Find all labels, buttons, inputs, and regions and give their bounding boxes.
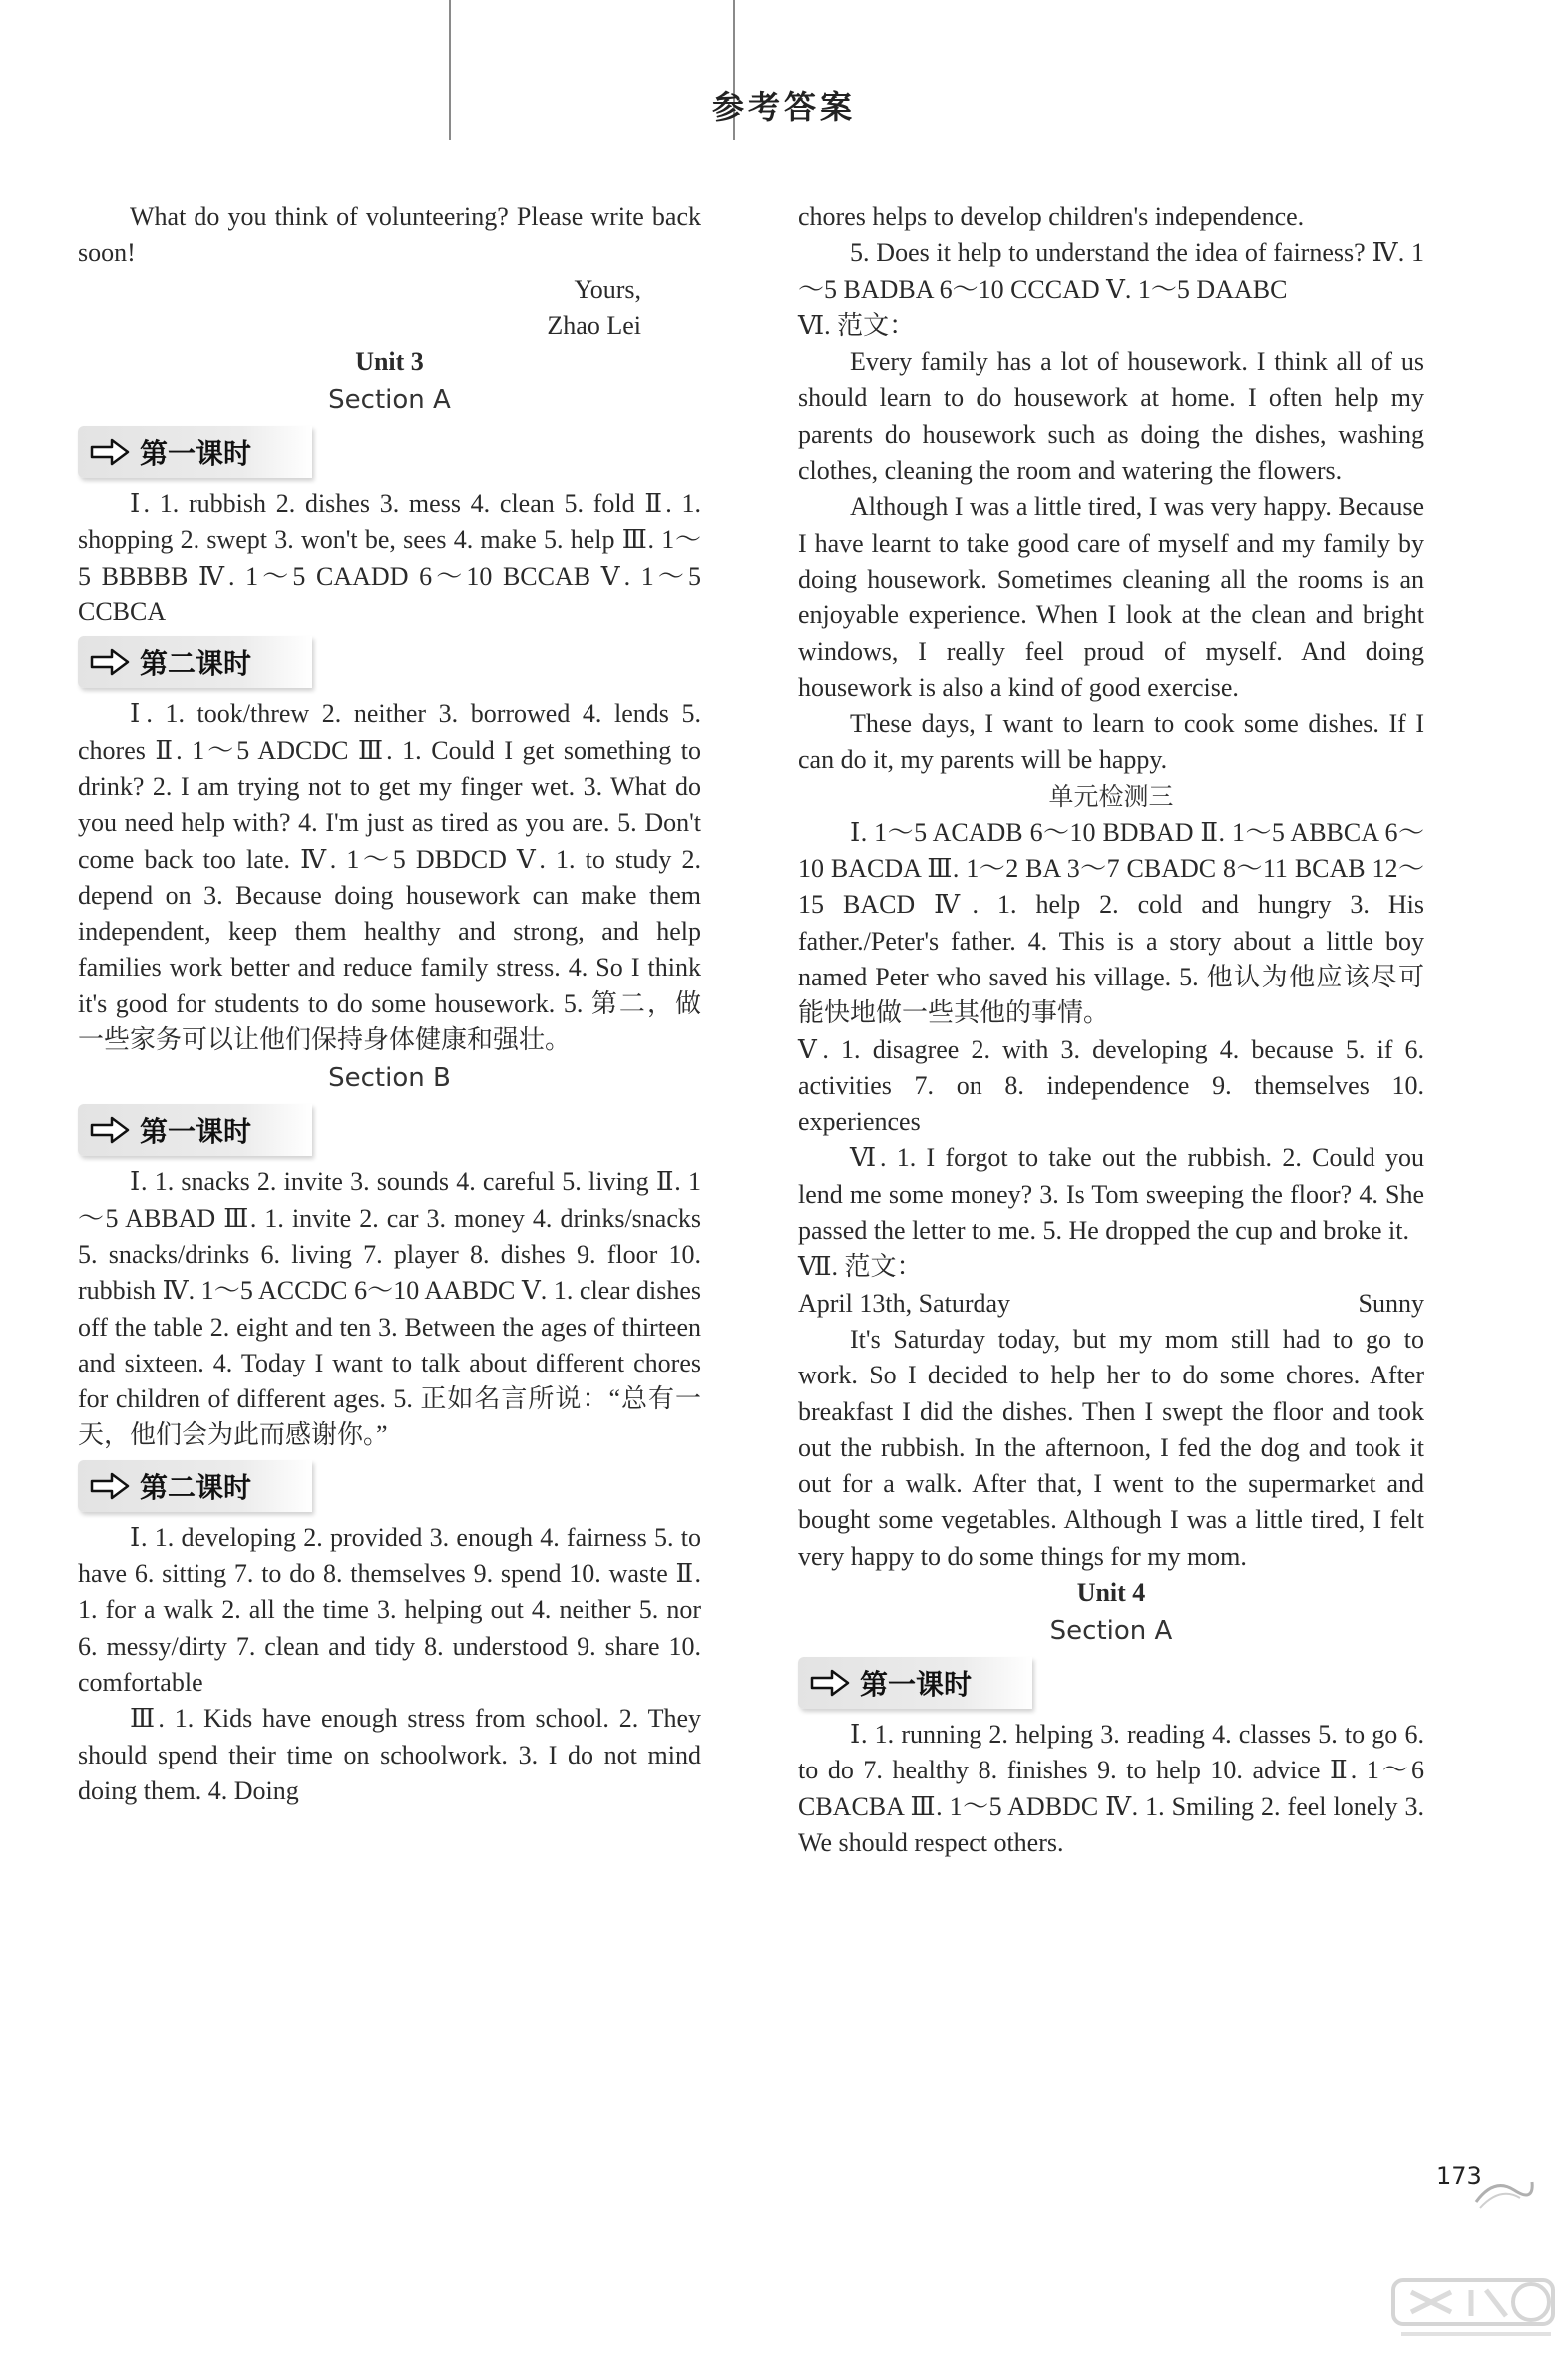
section-heading: Section A — [328, 385, 451, 416]
answer-paragraph: Ⅰ. 1. running 2. helping 3. reading 4. classes 5. to go 6. to do 7. healthy 8. finishes 9. to help 10. advice Ⅱ. 1～6 CBACBA Ⅲ. 1～5 ADBDC Ⅳ. 1. Smiling 2. feel lonely 3. We should respect others. — [798, 1719, 1424, 1857]
answer-paragraph: Ⅵ. 1. I forgot to take out the rubbish. 2. Could you lend me some money? 3. Is Tom sweeping the floor? 4. She passed the letter to me. 5. He dropped the cup and broke it. — [798, 1143, 1424, 1246]
answer-paragraph: These days, I want to learn to cook some dishes. If I can do it, my parents will be happy. — [798, 709, 1424, 775]
lesson-heading-label: 第一课时 — [860, 1667, 973, 1701]
answer-paragraph: Ⅵ. 范文： — [798, 310, 916, 340]
watermark-logo — [1391, 2272, 1561, 2347]
arrow-right-icon — [90, 648, 130, 676]
unit-heading: Unit 3 — [355, 347, 424, 377]
answer-paragraph: Although I was a little tired, I was very happy. Because I have learnt to take good care of myself and my family by doing housework. Sometimes cleaning all the rooms is an enjoyable experience. When I look at the clean and bright windows, I really feel proud of myself. And doing housework is also a kind of good exercise. — [798, 492, 1424, 702]
answer-paragraph: Ⅰ. 1. rubbish 2. dishes 3. mess 4. clean 5. fold Ⅱ. 1. shopping 2. swept 3. won't be, sees 4. make 5. help Ⅲ. 1～5 BBBBB Ⅳ. 1～5 CAADD 6～10 BCCAB Ⅴ. 1～5 CCBCA — [78, 489, 701, 627]
lesson-heading-label: 第二课时 — [140, 647, 252, 681]
answer-paragraph: Ⅰ. 1. developing 2. provided 3. enough 4. fairness 5. to have 6. sitting 7. to do 8. themselves 9. spend 10. waste Ⅱ. 1. for a walk 2. all the time 3. helping out 4. neither 5. nor 6. messy/dirty 7. clean and tidy 8. understood 9. share 10. comfortable — [78, 1522, 701, 1697]
answer-paragraph: Yours, — [574, 274, 641, 304]
lesson-heading — [78, 636, 312, 688]
lesson-heading — [798, 1657, 1032, 1709]
unit-heading: Unit 4 — [1076, 1577, 1146, 1607]
answer-paragraph: Ⅴ. 1. disagree 2. with 3. developing 4. because 5. if 6. activities 7. on 8. independence 9. themselves 10. experiences — [798, 1034, 1424, 1137]
page-number: 173 — [1436, 2162, 1482, 2190]
diary-weather: Sunny — [1358, 1288, 1424, 1318]
lesson-heading-label: 第二课时 — [140, 1470, 252, 1504]
section-heading: Section B — [328, 1063, 451, 1094]
lesson-heading-label: 第一课时 — [140, 437, 252, 471]
answer-paragraph: Ⅲ. 1. Kids have enough stress from school. 2. They should spend their time on schoolwork. 3. I do not mind doing them. 4. Doing — [78, 1704, 701, 1805]
lesson-heading — [78, 1460, 312, 1512]
answer-paragraph: 5. Does it help to understand the idea of fairness? Ⅳ. 1～5 BADBA 6～10 CCCAD Ⅴ. 1～5 DAABC — [798, 238, 1424, 304]
right-column — [798, 199, 1424, 1861]
lesson-heading-label: 第一课时 — [140, 1115, 252, 1149]
arrow-right-icon — [90, 1116, 130, 1144]
page-header-title: 参考答案 — [711, 88, 856, 126]
page-number-swirl-icon — [1474, 2172, 1534, 2212]
left-column — [78, 199, 701, 1809]
answer-paragraph: Every family has a lot of housework. I think all of us should learn to do housework at home. I often help my parents do housework such as doing the dishes, washing clothes, cleaning the room and watering the flowers. — [798, 347, 1424, 486]
answer-paragraph: What do you think of volunteering? Please write back soon! — [78, 202, 701, 268]
arrow-right-icon — [810, 1669, 850, 1697]
section-heading: Section A — [1049, 1615, 1173, 1646]
lesson-heading — [78, 1104, 312, 1156]
answer-paragraph: Zhao Lei — [547, 310, 641, 340]
subsection-heading: 单元检测三 — [1048, 781, 1174, 811]
answer-paragraph: Ⅶ. 范文： — [798, 1252, 923, 1282]
answer-paragraph: Ⅰ. 1. took/threw 2. neither 3. borrowed 4. lends 5. chores Ⅱ. 1～5 ADCDC Ⅲ. 1. Could I get something to drink? 2. I am trying not to get my finger wet. 3. What do you need help with? 4. I'm just as tired as you are. 5. Don't come back too late. Ⅳ. 1～5 DBDCD Ⅴ. 1. to study 2. depend on 3. Because doing housework can make them independent, keep them healthy and strong, and help families work better and reduce family stress. 4. So I think it's good for students to do some housework. 5. 第二，做一些家务可以让他们保持身体健康和强壮。 — [78, 699, 701, 1055]
answer-paragraph: Ⅰ. 1～5 ACADB 6～10 BDBAD Ⅱ. 1～5 ABBCA 6～10 BACDA Ⅲ. 1～2 BA 3～7 CBADC 8～11 BCAB 12～15 BACD Ⅳ. 1. help 2. cold and hungry 3. His father./Peter's father. 4. This is a story about a little boy named Peter who saved his village. 5. 他认为他应该尽可能快地做一些其他的事情。 — [798, 817, 1424, 1028]
answer-paragraph: It's Saturday today, but my mom still had to go to work. So I decided to help her to do some chores. After breakfast I did the dishes. Then I swept the floor and took out the rubbish. In the afternoon, I fed the dog and took it out for a walk. After that, I went to the supermarket and bought some vegetables. Although I was a little tired, I felt very happy to do some things for my mom. — [798, 1324, 1424, 1571]
diary-dateline — [798, 1286, 1424, 1322]
answer-paragraph: chores helps to develop children's independence. — [798, 202, 1305, 231]
lesson-heading — [78, 426, 312, 478]
answer-paragraph: Ⅰ. 1. snacks 2. invite 3. sounds 4. careful 5. living Ⅱ. 1～5 ABBAD Ⅲ. 1. invite 2. car 3. money 4. drinks/snacks 5. snacks/drinks 6. living 7. player 8. dishes 9. floor 10. rubbish Ⅳ. 1～5 ACCDC 6～10 AABDC Ⅴ. 1. clear dishes off the table 2. eight and ten 3. Between the ages of thirteen and sixteen. 4. Today I want to talk about different chores for children of different ages. 5. 正如名言所说：“总有一天，他们会为此而感谢你。” — [78, 1167, 701, 1450]
arrow-right-icon — [90, 1472, 130, 1500]
diary-date: April 13th, Saturday — [798, 1288, 1011, 1318]
arrow-right-icon — [90, 438, 130, 466]
